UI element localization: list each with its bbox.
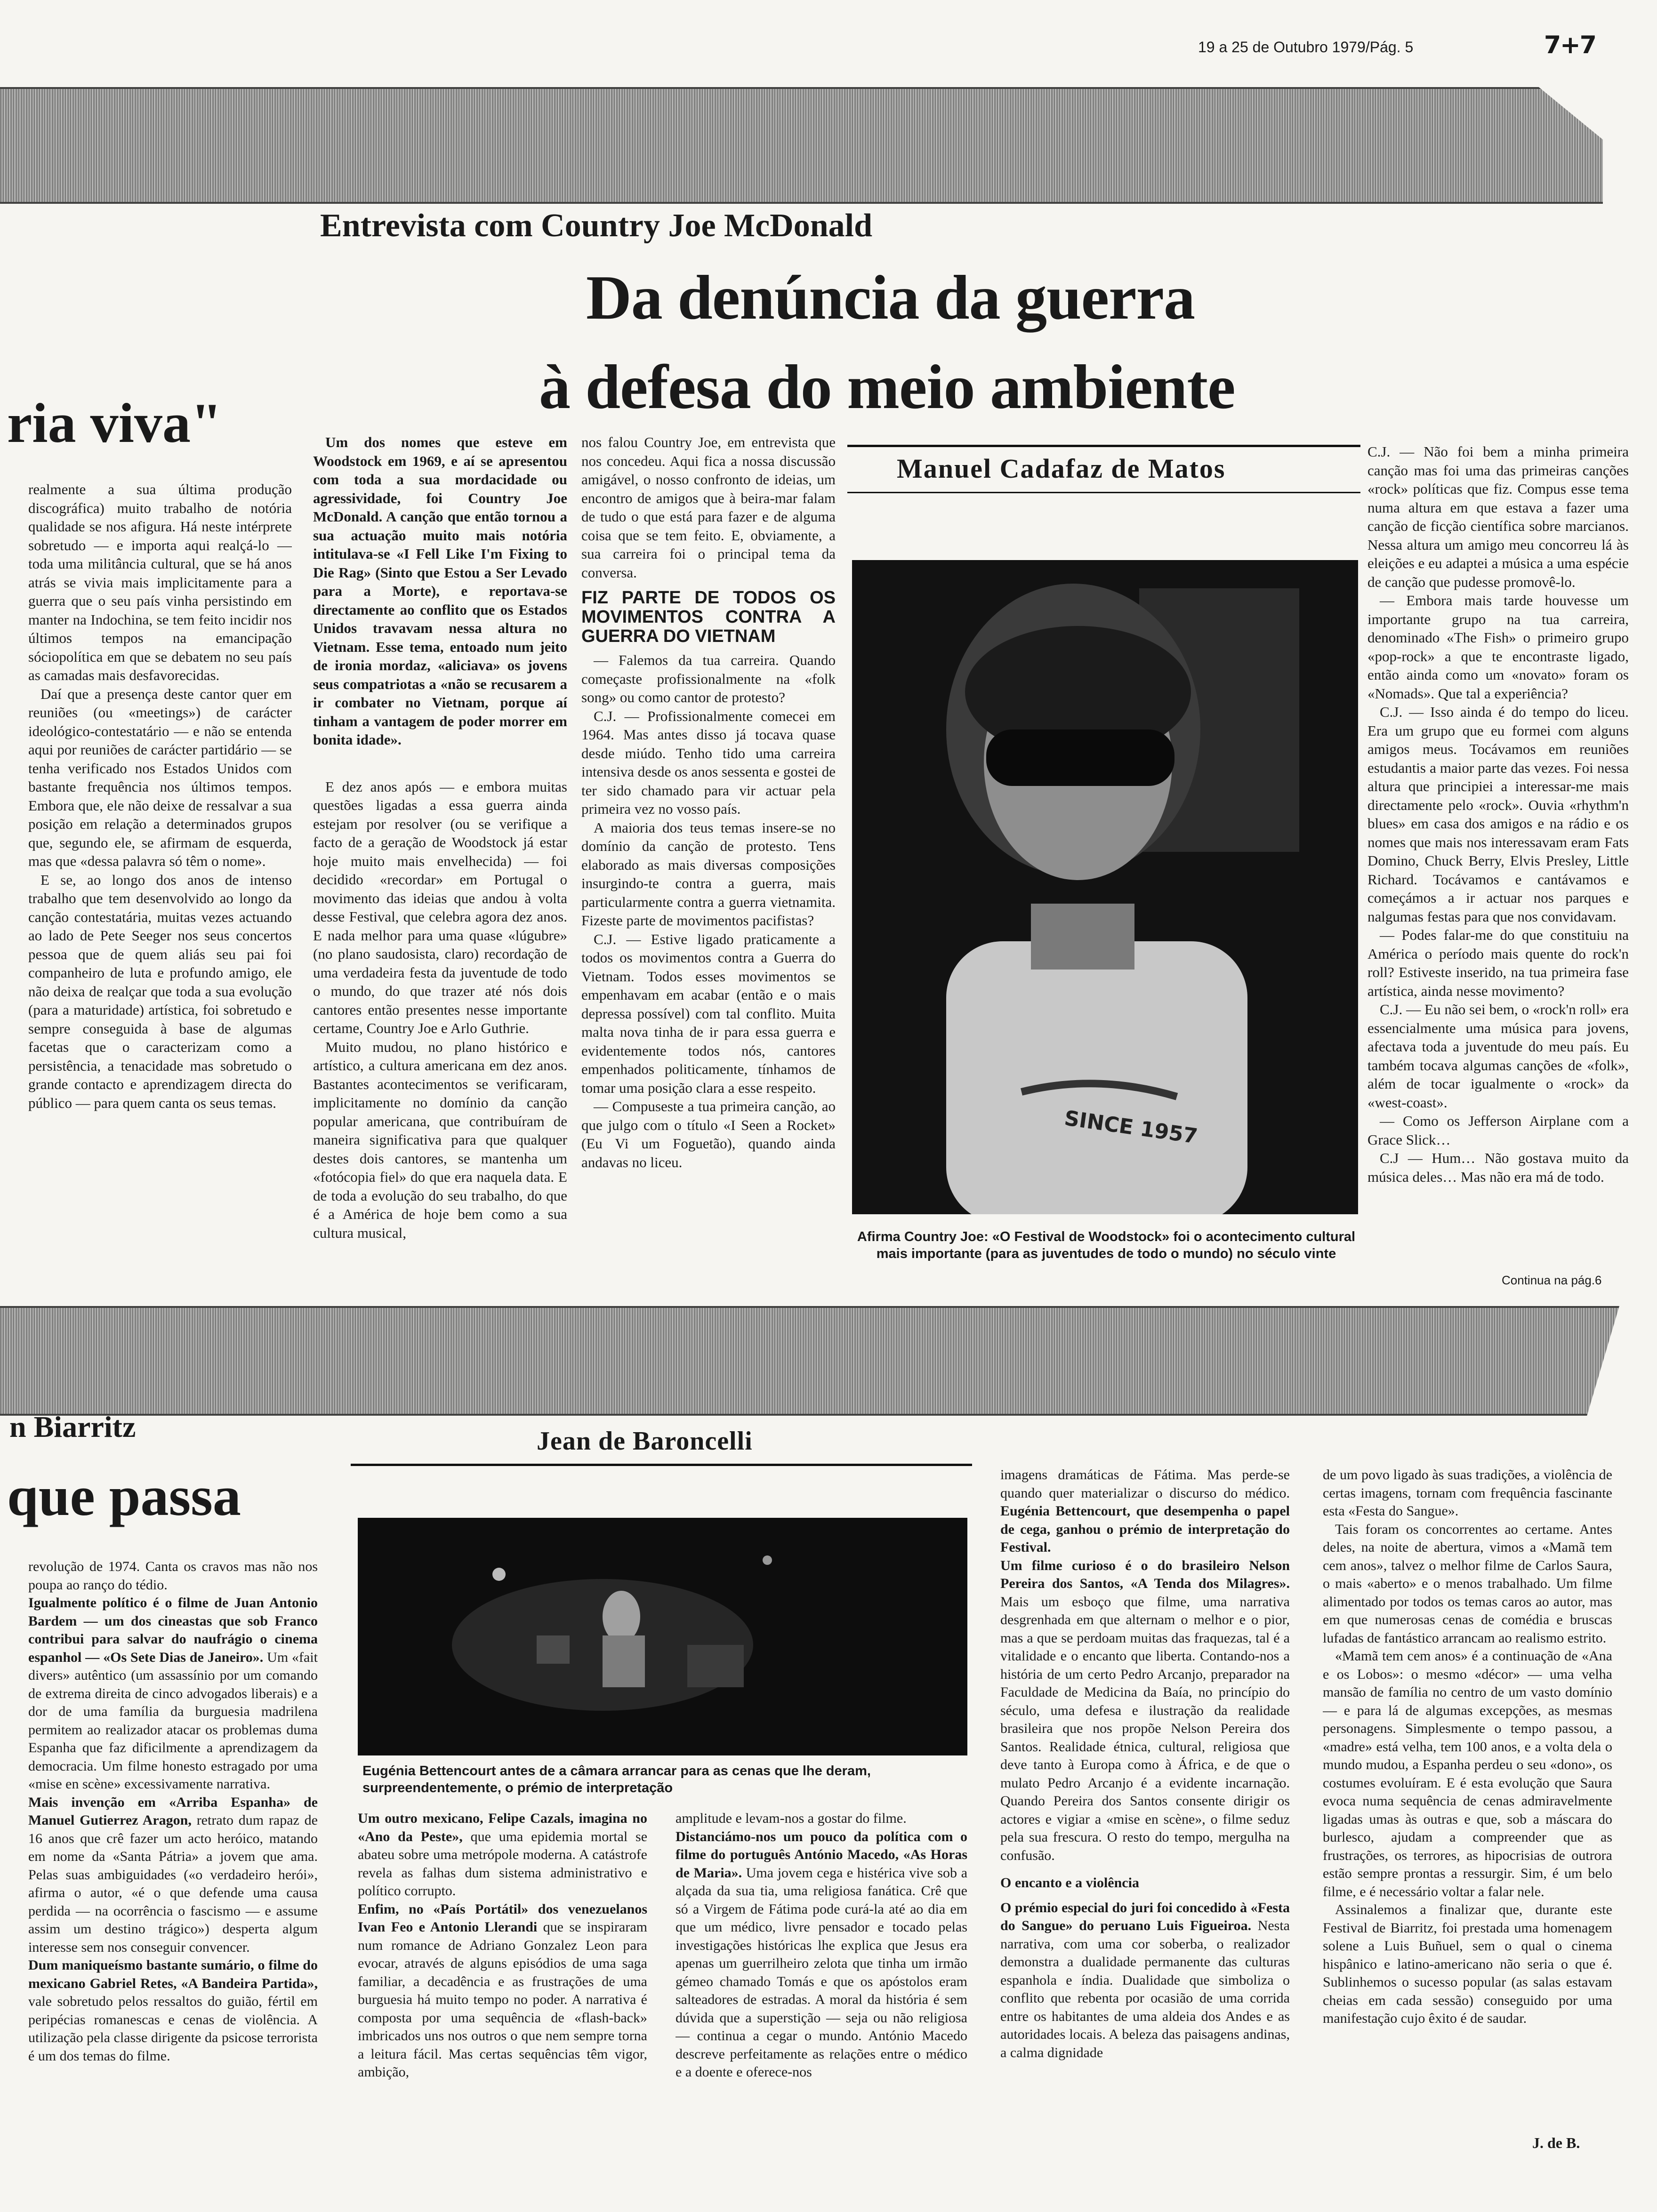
paragraph: nos falou Country Joe, em entrevista que nos concedeu. Aqui fica a nossa discussão amigável, o nosso confronto de ideias, um encontro de amigos que à beira-mar falam de tudo o que está para fazer e de alguma coisa que se tem feito. E, obviamente, a sua carreira foi o principal tema da conversa. <box>581 434 836 581</box>
bold-run: Mais invenção em «Arriba Espanha» de Manuel Gutierrez Aragon, <box>28 1794 318 1828</box>
paragraph: A maioria dos teus temas insere-se no domínio da canção de protesto. Tens elaborado as mais diversas composições insurgindo-te contra a guerra, mais particularmente contra a guerra vietnamita. Fizeste parte de movimentos pacifistas? <box>581 819 836 929</box>
article2-headline-fragment: que passa <box>7 1465 241 1527</box>
article2-byline-rule <box>351 1464 972 1466</box>
text-run: imagens dramáticas de Fátima. Mas perde-se quando quer materializar o discurso do médico. <box>1000 1467 1290 1501</box>
paragraph <box>28 1794 318 1957</box>
paragraph: E se, ao longo dos anos de intenso trabalho que tem desenvolvido ao longo da canção contestatária, muitas vezes actuando ao lado de Pete Seeger nos seus concertos pessoa que de quem aliás seu pai foi companheiro de luta e profundo amigo, ele não deixa de realçar que toda a sua evolução (para a maturidade) artística, foi sobretudo e sempre conseguida à base de algumas facetas que o caracterizam como a persistência, a tenacidade mas sobretudo o grande contacto e aprendizagem directa do público — para quem canta os seus temas. <box>28 871 292 1111</box>
bold-run: Distanciámo-nos um pouco da política com o filme do português António Macedo, «As Horas de Maria». <box>676 1828 967 1881</box>
text-run: Uma jovem cega e histérica vive sob a alçada da sua tia, uma religiosa fanática. Crê que só a Virgem de Fátima pode curá-la até ao dia em que um médico, livre pensador e tocado pelas investigações históricas lhe explica que Jesus era apenas um guerrilheiro zelota que tinha um irmão gémeo chamado Tomás e que os apóstolos eram salteadores de estradas. A moral da história é sem dúvida que a superstição — seja ou não religiosa — continua a cegar o mundo. António Macedo descreve perfeitamente as relações entre o médico e a doente e oferece-nos <box>676 1865 967 2080</box>
paragraph <box>28 1594 318 1794</box>
article2-column-4 <box>1000 1466 1290 2163</box>
article1-column-3 <box>581 433 836 1280</box>
paragraph: — Falemos da tua carreira. Quando começaste profissionalmente na «folk song» ou como cantor de protesto? <box>581 652 836 705</box>
paragraph <box>28 1558 318 1594</box>
lead-paragraph: Um dos nomes que esteve em Woodstock em 1969, e aí se apresentou com toda a sua mordacidade ou agressividade, foi Country Joe McDonald. A canção que então tornou a sua actuação muito mais notória intitulava-se «I Fell Like I'm Fixing to Die Rag» (Sinto que Estou a Ser Levado para a Morte), e reportava-se directamente ao conflito que os Estados Unidos travavam nessa altura no Vietnam. Esse tema, entoado num jeito de ironia mordaz, «aliciava» os jovens seus compatriotas a «não se recusarem a ir combater no Vietnam, porque aí tinham a vantagem de poder morrer em bonita idade». <box>313 434 567 748</box>
continued-note: Continua na pág.6 <box>1502 1273 1602 1287</box>
paragraph <box>358 1810 647 1900</box>
text-run: que uma epidemia mortal se abateu sobre uma metrópole moderna. A catástrofe revela as falhas dum sistema administrativo e político corrupto. <box>358 1828 647 1899</box>
left-headline-fragment: ria viva" <box>7 392 222 454</box>
text-run: Nesta narrativa, com uma cor soberba, o realizador demonstra a dualidade permanente das culturas espanhola e índia. Dualidade que simboliza o conflito que rebenta por ocasião de uma corrida entre os habitantes de uma aldeia dos Andes e as autoridades locais. A beleza das paisagens andinas, a calma dignidade <box>1000 1918 1290 2060</box>
text-run: revolução de 1974. Canta os cravos mas não nos poupa ao ranço do tédio. <box>28 1559 318 1593</box>
byline-rule <box>847 445 1360 447</box>
paragraph: C.J. — Não foi bem a minha primeira canção mas foi uma das primeiras canções «rock» políticas que fiz. Compus esse tema numa altura em que estava a fazer uma canção de ficção científica sobre marcianos. Nessa altura um amigo meu concorreu lá às eleições e eu adaptei a música a uma espécie de canção que pudesse promovê-lo. <box>1367 443 1629 590</box>
article2-kicker-fragment: n Biarritz <box>9 1410 136 1443</box>
paragraph: C.J. — Profissionalmente comecei em 1964. Mas antes disso já tocava quase desde miúdo. Tenho tido uma carreira intensiva desde os anos sessenta e gostei de ter sido chamado para vir actuar pela primeira vez no vosso país. <box>581 707 836 817</box>
headline-line-1: Da denúncia da guerra <box>586 263 1195 332</box>
article1-column-2 <box>313 433 567 1280</box>
paragraph: — Compuseste a tua primeira canção, ao que julgo com o título «I Seen a Rocket» (Eu Vi um Foguetão), quando ainda andavas no liceu. <box>581 1098 836 1170</box>
paragraph: Tais foram os concorrentes ao certame. Antes deles, na noite de abertura, vimos a «Mamã tem cem anos», talvez o melhor filme de Carlos Saura, o mais «aberto» e o menos trabalhado. Um filme alimentado por todos os temas caros ao autor, mas em que numerosas cenas de comédia e bruscas lufadas de fantástico arrancam ao realismo estrito. <box>1323 1521 1612 1646</box>
bold-run: Eugénia Bettencourt, que desempenha o papel de cega, ganhou o prémio de interpretação do Festival. <box>1000 1503 1290 1555</box>
text-run: que se inspiraram num romance de Adriano Gonzalez Leon para evocar, através de alguns episódios de uma saga familiar, a decadência e as frustrações de uma burguesia há muito tempo no poder. A narrativa é composta por uma sequência de «flash-back» imbricados uns nos outros o que nem sempre torna a leitura fácil. Mas certas sequências têm vigor, ambição, <box>358 1919 647 2080</box>
byline-rule-bottom <box>847 492 1360 493</box>
page-date: 19 a 25 de Outubro 1979/Pág. 5 <box>1198 39 1414 56</box>
text-run: amplitude e levam-nos a gostar do filme. <box>676 1811 907 1826</box>
article1-byline: Manuel Cadafaz de Matos <box>897 453 1226 484</box>
photo-caption-2: Eugénia Bettencourt antes de a câmara arrancar para as cenas que lhe deram, surpreendentemente, o prémio de interpretação <box>362 1763 871 1795</box>
paragraph: C.J. — Estive ligado praticamente a todos os movimentos contra a Guerra do Vietnam. Todos esses movimentos se empenhavam em acabar (então e o mais depressa possível) com tal conflito. Muita malta nova tinha de ir para essa guerra e evidentemente todos nós, cantores empenhados politicamente, tínhamos de tomar uma posição clara a esse respeito. <box>581 930 836 1096</box>
article1-column-1 <box>28 480 292 1285</box>
paragraph: C.J. — Isso ainda é do tempo do liceu. Era um grupo que eu formei com alguns amigos meus. Tocávamos em reuniões estudantis a maior parte das vezes. Foi nessa altura que principiei a interessar-me mais directamente pelo «rock». Ouvia «rhythm'n blues» em casa dos amigos e na rádio e os nomes que mais nos interessavam eram Fats Domino, Chuck Berry, Elvis Presley, Little Richard. Tocávamos e cantávamos e começámos a ir actuar nos parques e nalgumas festas para que nos convidavam. <box>1367 704 1629 925</box>
bold-run: O prémio especial do juri foi concedido à «Festa do Sangue» do peruano Luis Figueiroa. <box>1000 1899 1290 1933</box>
paragraph <box>28 1956 318 2065</box>
paragraph: realmente a sua última produção discográfica) muito trabalho de notória qualidade se nos afigura. Há neste intérprete sobretudo — e importa aqui realçá-lo — toda uma militância cultural, que se há anos atrás se vivia mais implicitamente para a guerra que o seu país vinha persistindo em manter na Indochina, se tem feito incidir nos últimos tempos na emancipação sóciopolítica em que se debatem no seu país as camadas mais desfavorecidas. <box>28 481 292 683</box>
bold-run: Um outro mexicano, Felipe Cazals, imagina no «Ano da Peste», <box>358 1811 647 1844</box>
article-kicker: Entrevista com Country Joe McDonald <box>320 208 873 244</box>
article1-column-4 <box>1367 442 1629 1278</box>
paragraph: C.J — Hum… Não gostava muito da música deles… Mas não era má de todo. <box>1367 1150 1629 1185</box>
section-subhead: O encanto e a violência <box>1000 1875 1139 1891</box>
headline-line-2: à defesa do meio ambiente <box>539 352 1235 422</box>
paragraph: Assinalemos a finalizar que, durante este Festival de Biarritz, foi prestada uma homenagem solene a Luis Buñuel, sem o qual o cinema hispânico e latino-americano não seria o que é. Sublinhemos o sucesso popular (as salas estavam cheias em cada sessão) conseguido por uma manifestação cujo êxito é de saudar. <box>1323 1902 1612 2026</box>
paragraph: — Como os Jefferson Airplane com a Grace Slick… <box>1367 1113 1629 1148</box>
text-run: Mais um esboço que filme, uma narrativa desgrenhada em que alternam o melhor e o pior, mas a que se perdoam muitas das fraquezas, tal é a vitalidade e o encanto que liberta. Contando-nos a história de um certo Pedro Arcanjo, preparador na Faculdade de Medicina da Baía, no princípio do século, uma defesa e ilustração da realidade brasileira que nos propõe Nelson Pereira dos Santos. Realidade étnica, cultural, religiosa que deve tanto à Europa como à África, e de que o mulato Pedro Arcanjo é a evidente incarnação. Quando Pereira dos Santos consente dirigir os actores e vigiar a «mise en scène», o filme seduz pela sua frescura. O resto do tempo, mergulha na confusão. <box>1000 1594 1290 1863</box>
text-run: retrato dum rapaz de 16 anos que crê fazer um acto heróico, matando em nome da «Santa Pátria» a jovem que ama. Pelas suas ambiguidades («o verdadeiro herói», afirma o autor, «é o que defende uma causa perdida — na ocorrência o fascismo — e assume assim um destino trágico») desperta algum interesse sem nos conseguir convencer. <box>28 1812 318 1955</box>
bold-run: Enfim, no «País Portátil» dos venezuelanos Ivan Feo e Antonio Llerandi <box>358 1901 647 1935</box>
paragraph: E dez anos após — e embora muitas questões ligadas a essa guerra ainda estejam por resolver (ou se verifique a facto de a geração de Woodstock já estar hoje muito mais envelhecida) — foi decidido «recordar» em Portugal o movimento das ideias que andou à volta desse Festival, que celebra agora dez anos. E nada melhor para uma quase «lúgubre» (no plano saudosista, claro) recordação de uma verdadeira festa da juventude de todo o mundo, do que trazer até nós dois cantores então presentes nesse importante certame, Country Joe e Arlo Guthrie. <box>313 778 567 1036</box>
article2-column-5 <box>1323 1466 1612 2130</box>
photo-caption-1: Afirma Country Joe: «O Festival de Woodstock» foi o acontecimento cultural mais importante (para as juventudes de todo o mundo) no século vinte <box>857 1229 1356 1261</box>
top-halftone-band <box>0 87 1603 204</box>
article2-signature: J. de B. <box>1532 2134 1580 2151</box>
section-subhead: FIZ PARTE DE TODOS OS MOVIMENTOS CONTRA A GUERRA DO VIETNAM <box>581 588 836 646</box>
paragraph <box>676 1810 967 1828</box>
paragraph <box>1000 1466 1290 1557</box>
paragraph: «Mamã tem cem anos» é a continuação de «Ana e os Lobos»: o mesmo «décor» — uma velha mansão de família no centro de um vasto domínio — e para lá de algumas excepções, as mesmas personagens. Simplesmente o tempo passou, a «madre» está velha, tem 100 anos, e a volta dela o mundo mudou, a Espanha perdeu o seu «dono», os costumes evoluíram. E é esta evolução que Saura evoca numa sequência de cenas admiravelmente ligadas umas às outras e que, sob a máscara do burlesco, ajudam a compreender que as frustrações, os terrores, as hipocrisias de outrora estão sempre prontas a ressurgir. Sim, é um belo filme, e é necessário voltar a falar nele. <box>1323 1648 1612 1899</box>
article2-column-1 <box>28 1558 318 2160</box>
film-set-drawing <box>358 1518 967 1755</box>
paragraph: Muito mudou, no plano histórico e artístico, a cultura americana em dez anos. Bastantes acontecimentos se verificaram, implicitamente no domínio da canção popular americana, que contribuíram de maneira significativa para que qualquer destes dois cantores, se mantenha um «fotócopia fiel» do que era naquela data. E de toda a evolução do seu trabalho, do que é a América de hoje bem como a sua cultura musical, <box>313 1038 567 1241</box>
eugenia-bettencourt-photo <box>358 1518 967 1755</box>
paragraph <box>1000 1557 1290 1865</box>
article2-byline: Jean de Baroncelli <box>537 1427 753 1456</box>
article2-column-3 <box>676 1810 967 2163</box>
tshirt-text: SINCE 1957 <box>1062 1106 1199 1149</box>
bold-run: Igualmente político é o filme de Juan Antonio Bardem — um dos cineastas que sob Franco contribui para salvar do naufrágio o cinema espanhol — «Os Sete Dias de Janeiro». <box>28 1595 318 1665</box>
article2-column-2 <box>358 1810 647 2163</box>
publication-logo: 7+7 <box>1544 31 1596 59</box>
bold-run: Um filme curioso é o do brasileiro Nelson Pereira dos Santos, «A Tenda dos Milagres». <box>1000 1557 1290 1591</box>
paragraph: Daí que a presença deste cantor quer em reuniões (ou «meetings») de carácter ideológico-contestatário — e não se entenda aqui por reuniões de carácter partidário — se tenha verificado nos Estados Unidos com bastante frequência nos últimos tempos. Embora que, ele não deixe de ressalvar a sua posição em relação a determinados grupos que, segundo ele, se afirmam de esquerda, mas que «dessa palavra só têm o nome». <box>28 685 292 869</box>
paragraph <box>676 1828 967 2082</box>
paragraph <box>1000 1899 1290 2062</box>
paragraph: — Podes falar-me do que constituiu na América o período mais quente do rock'n roll? Estiveste inserido, na tua primeira fase artística, ainda nesse movimento? <box>1367 927 1629 999</box>
text-run: vale sobretudo pelos ressaltos do guião, fértil em peripécias romanescas e cenas de violência. A utilização pela classe dirigente da psicose terrorista é um dos temas do filme. <box>28 1994 318 2064</box>
text-run: Um «fait divers» autêntico (um assassínio por um comando de extrema direita de cinco advogados liberais) e a dor de uma família da burguesia madrilena permitem ao realizador atacar os problemas duma Espanha que faz dificilmente a aprendizagem da democracia. Um filme honesto estragado por uma «mise en scène» excessivamente narrativa. <box>28 1649 318 1792</box>
paragraph: C.J. — Eu não sei bem, o «rock'n roll» era essencialmente uma música para jovens, afectava toda a juventude do meu país. Eu também tocava algumas canções de «folk», além de tocar igualmente o «rock» da «west-coast». <box>1367 1001 1629 1111</box>
paragraph: — Embora mais tarde houvesse um importante grupo na tua carreira, denominado «The Fish» o primeiro grupo «pop-rock» a que te encontraste ligado, então ainda como um «novato» foram os «Nomads». Que tal a experiência? <box>1367 592 1629 702</box>
paragraph: de um povo ligado às suas tradições, a violência de certas imagens, tornam com frequência fascinante esta «Festa do Sangue». <box>1323 1467 1612 1519</box>
paragraph <box>358 1900 647 2082</box>
bold-run: Dum maniqueísmo bastante sumário, o filme do mexicano Gabriel Retes, «A Bandeira Partida», <box>28 1957 318 1991</box>
middle-halftone-band <box>0 1306 1619 1416</box>
country-joe-photo <box>852 560 1358 1214</box>
